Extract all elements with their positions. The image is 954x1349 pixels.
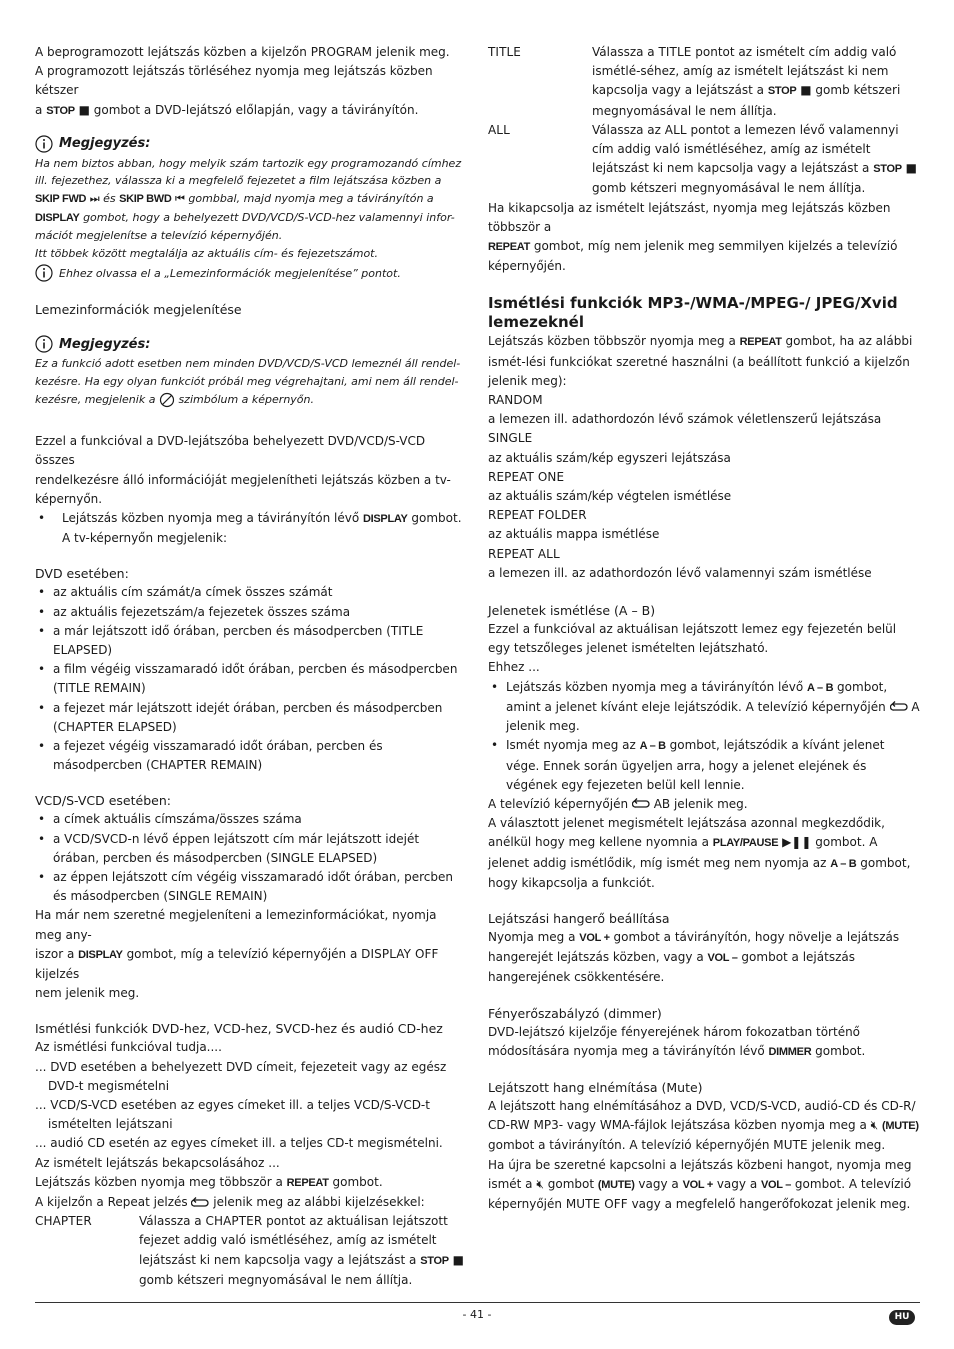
skip-forward-icon: ⏭	[89, 192, 100, 205]
title-definition	[488, 43, 920, 199]
list-item: ... audió CD esetén az egyes címeket ill. a teljes CD-t megismételni.	[35, 1136, 443, 1151]
chapter-description: Válassza a CHAPTER pontot az aktuálisan lejátszott fejezet addig való ismétléséhez, amíg az ismételt lejátszást ki nem kapcsolja vagy a lejátszást a STOP ■ gomb kétszeri megnyomásával le nem állítja.	[139, 1214, 464, 1287]
mode-name: REPEAT ONE	[488, 469, 565, 484]
program-paragraph: A beprogramozott lejátszás közben a kijelzőn PROGRAM jelenik meg. A programozott lejátszás törléséhez nyomja meg lejátszás közben kétszer a STOP ■ gombot a DVD-lejátszó előlapján, vagy a távirányítón.	[35, 45, 450, 117]
list-item: • az aktuális cím számát/a címek összes számát	[35, 583, 467, 602]
list-item: ... DVD esetében a behelyezett DVD címeit, fejezeteit vagy az egész DVD-t megismételni	[35, 1059, 447, 1093]
list-item: • a fejezet már lejátszott idejét órában, percben és másodpercben (CHAPTER ELAPSED)	[35, 699, 467, 737]
repeat-display: A kijelzőn a Repeat jelzés jelenik meg az alábbi kijelzésekkel:	[35, 1195, 425, 1210]
mode-name: RANDOM	[488, 393, 543, 408]
title-term: TITLE	[488, 45, 521, 59]
mp3-intro: Lejátszás közben többször nyomja meg a REPEAT gombot, ha az alábbi ismét-lési funkciókat szeretné használni (a beállított funkció a kijelzőn jelenik meg):	[488, 334, 913, 388]
right-column	[488, 43, 920, 1214]
mode-description: az aktuális mappa ismétlése	[488, 527, 660, 542]
mode-description: az aktuális szám/kép végtelen ismétlése	[488, 489, 732, 504]
mute-heading: Lejátszott hang elnémítása (Mute)	[488, 1079, 703, 1095]
note-body: Ez a funkció adott esetben nem minden DVD/VCD/S-VCD lemeznél áll rendel- kezésre. Ha egy olyan funkciót próbál meg végrehajtani, ami nem áll rendel- kezésre, megjelenik a szimbólum a képernyőn.	[35, 357, 461, 406]
ab-tv: A televízió képernyőjén AB jelenik meg.	[488, 796, 748, 811]
volume-heading: Lejátszási hangerő beállítása	[488, 910, 670, 926]
chapter-definition	[35, 1212, 467, 1290]
intro-paragraph: Ezzel a funkcióval a DVD-lejátszóba behelyezett DVD/VCD/S-VCD összes rendelkezésre álló információját megjelenítheti lejátszás közben a tv-képernyőn.	[35, 434, 451, 506]
list-item: • az aktuális fejezetszám/a fejezetek összes száma	[35, 603, 467, 622]
note-reference: Ehhez olvassa el a „Lemezinformációk megjelenítése” pontot.	[35, 264, 467, 282]
list-item: • a címek aktuális címszáma/összes száma	[35, 810, 467, 829]
ab-intro: Ezzel a funkcióval az aktuálisan lejátszott lemez egy fejezetén belül egy tetszőleges jelenet ismételten lejátszható.	[488, 622, 897, 656]
disc-info-heading: Lemezinformációk megjelenítése	[35, 302, 242, 318]
stop-square-icon: ■	[800, 83, 812, 98]
list-item: • a film végéig visszamaradó időt órában, percben és másodpercben (TITLE REMAIN)	[35, 660, 467, 698]
dimmer-paragraph: DVD-lejátszó kijelzője fényerejének három fokozatban történő módosítására nyomja meg a távirányítón lévő DIMMER gombot.	[488, 1024, 866, 1058]
stop-square-icon: ■	[78, 102, 90, 117]
list-item: • Ismét nyomja meg az A – B gombot, lejátszódik a kívánt jelenet vége. Ennek során ügyeljen arra, hogy a jelenet elejének és végének egy fejezeten belül kell lennie.	[488, 736, 920, 795]
vcd-heading: VCD/S-VCD esetében:	[35, 793, 171, 809]
dvd-heading: DVD esetében:	[35, 566, 129, 582]
repeat-intro: Az ismétlési funkcióval tudja....	[35, 1040, 222, 1055]
vcd-list	[35, 810, 467, 906]
mp3-heading: Ismétlési funkciók MP3-/WMA-/MPEG-/ JPEG/Xvid lemezeknél	[488, 294, 898, 332]
mode-description: a lemezen ill. az adathordozón lévő valamennyi szám ismétlése	[488, 565, 872, 580]
mute-icon: 🔇︎	[536, 1176, 544, 1191]
title-description: Válassza a TITLE pontot az ismételt cím addig való ismétlé-séhez, amíg az ismételt lejátszást ki nem kapcsolja vagy a lejátszást a STOP ■ gomb kétszeri megnyomásával le nem állítja.	[592, 45, 901, 118]
mute-paragraph: A lejátszott hang elnémításához a DVD, VCD/S-VCD, audió-CD és CD-R/ CD-RW MP3- vagy WMA-fájlok lejátszása közben nyomja meg a 🔇︎ (MUTE) gombot a távirányítón. A televízió képernyőjén MUTE jelenik meg. Ha újra be szeretné kapcsolni a lejátszás közbeni hangot, nyomja meg ismét a 🔇︎ gombot (MUTE) vagy a VOL + vagy a VOL – gombot. A televízió képernyőjén MUTE OFF vagy a megfelelő hangerőfokozat jelenik meg.	[488, 1098, 919, 1211]
list-item: • az éppen lejátszott cím végéig visszamaradó időt órában, percben és másodpercben (SINGLE REMAIN)	[35, 868, 467, 906]
language-badge: HU	[889, 1310, 915, 1325]
list-item: ... VCD/S-VCD esetében az egyes címeket ill. a teljes VCD/S-VCD-t ismételten lejátszani	[35, 1098, 430, 1132]
all-term: ALL	[488, 122, 510, 137]
list-item: • Lejátszás közben nyomja meg a távirányítón lévő A – B gombot, amint a jelenet kívánt eleje lejátszódik. A televízió képernyőjén A jelenik meg.	[488, 678, 920, 737]
skip-backward-icon: ⏮	[175, 192, 185, 205]
ab-list	[488, 678, 920, 795]
dimmer-heading: Fényerőszabályzó (dimmer)	[488, 1005, 662, 1021]
all-description: Válassza az ALL pontot a lemezen lévő valamennyi cím addig való ismétléséhez, amíg az ismételt lejátszást ki nem kapcsolja vagy a lejátszást a STOP ■ gomb kétszeri megnyomásával le nem állítja.	[592, 122, 917, 196]
hide-paragraph: Ha már nem szeretné megjeleníteni a lemezinformációkat, nyomja meg any- iszor a DISPLAY gombot, míg a televízió képernyőjén a DISPLAY OFF kijelzés nem jelenik meg.	[35, 908, 439, 1001]
note-body: Ha nem biztos abban, hogy melyik szám tartozik egy programozandó címhez ill. fejezethez, válassza ki a megfelelő fejezetet a film lejátszása közben a SKIP FWD ⏭ és SKIP BWD ⏮ gombbal, majd nyomja meg a távirányítón a DISPLAY gombot, hogy a behelyezett DVD/VCD/S-VCD-hez valamennyi infor- mációt megjelenítse a televízió képernyőjén. Itt többek között megtalálja az aktuális cím- és fejezetszámot.	[35, 156, 462, 260]
repeat-heading: Ismétlési funkciók DVD-hez, VCD-hez, SVCD-hez és audió CD-hez	[35, 1021, 443, 1037]
info-icon	[35, 135, 53, 153]
info-icon	[35, 264, 53, 282]
note-heading: Megjegyzés:	[35, 133, 467, 155]
list-item: • a már lejátszott idő órában, percben és másodpercben (TITLE ELAPSED)	[35, 622, 467, 660]
stop-square-icon: ■	[452, 1252, 464, 1267]
mute-icon: 🔇︎	[870, 1118, 879, 1133]
footer-divider	[35, 1302, 920, 1303]
play-pause-icon: ▶❚❚	[782, 835, 812, 850]
prohibited-icon	[159, 392, 175, 408]
left-column	[35, 43, 467, 1290]
note-heading: Megjegyzés:	[35, 333, 467, 355]
display-bullet-list	[35, 509, 467, 548]
chapter-term: CHAPTER	[35, 1214, 92, 1229]
repeat-icon	[890, 701, 908, 713]
list-item: • a VCD/SVCD-n lévő éppen lejátszott cím már lejátszott idejét órában, percben és másodpercben (SINGLE ELAPSED)	[35, 830, 467, 868]
dvd-list	[35, 583, 467, 775]
volume-paragraph: Nyomja meg a VOL + gombot a távirányítón, hogy növelje a lejátszás hangerejét lejátszás közben, vagy a VOL – gombot a lejátszás hangerejének csökkentésére.	[488, 929, 900, 985]
page-number: - 41 -	[462, 1308, 492, 1321]
list-item: • Lejátszás közben nyomja meg a távirányítón lévő DISPLAY gombot. A tv-képernyőn megjelenik:	[35, 509, 467, 548]
repeat-icon	[191, 1197, 209, 1209]
ab-ehhez: Ehhez ...	[488, 660, 540, 675]
mode-name: REPEAT FOLDER	[488, 508, 587, 523]
mode-name: REPEAT ALL	[488, 546, 560, 561]
mode-description: az aktuális szám/kép egyszeri lejátszása	[488, 450, 731, 465]
repeat-on: Az ismételt lejátszás bekapcsolásához ...	[35, 1155, 280, 1170]
mode-description: a lemezen ill. adathordozón lévő számok véletlenszerű lejátszása	[488, 412, 882, 427]
mode-name: SINGLE	[488, 431, 533, 446]
list-item: • a fejezet végéig visszamaradó időt órában, percben és másodpercben (CHAPTER REMAIN)	[35, 737, 467, 775]
repeat-press: Lejátszás közben nyomja meg többször a REPEAT gombot.	[35, 1174, 383, 1189]
ab-paragraph: A választott jelenet megismételt lejátszása azonnal megkezdődik, anélkül hogy meg kellene nyomnia a PLAY/PAUSE ▶❚❚ gombot. A jelenet addig ismétlődik, míg ismét meg nem nyomja az A – B gombot, hogy kikapcsolja a funkciót.	[488, 816, 911, 890]
info-icon	[35, 335, 53, 353]
repeat-off-paragraph: Ha kikapcsolja az ismételt lejátszást, nyomja meg lejátszás közben többször a REPEAT gombot, míg nem jelenik meg semmilyen kijelzés a televízió képernyőjén.	[488, 200, 898, 274]
repeat-icon	[632, 798, 650, 810]
stop-square-icon: ■	[905, 161, 917, 176]
ab-heading: Jelenetek ismétlése (A – B)	[488, 603, 656, 619]
mode-list	[488, 391, 920, 583]
